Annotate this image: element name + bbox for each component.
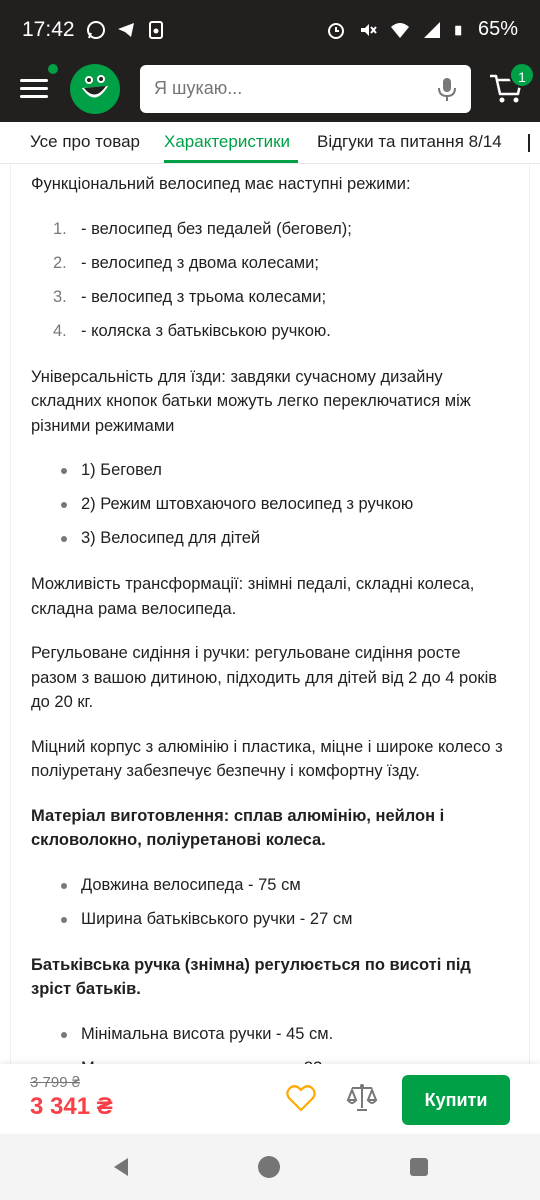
handle-paragraph: Батьківська ручка (знімна) регулюється по висоті під зріст батьків. (31, 955, 471, 998)
current-price: 3 341 ₴ (30, 1093, 113, 1120)
body-paragraph: Міцний корпус з алюмінію і пластика, міцне і широке колесо з поліуретану забезпечує безпечну і комфортну їзду. (31, 737, 503, 780)
list-item (31, 907, 511, 931)
system-nav-bar (0, 1134, 540, 1200)
list-text: - коляска з батьківською ручкою. (81, 321, 331, 340)
tab-reviews[interactable]: Відгуки та питання 8/14 (317, 132, 502, 151)
search-input[interactable] (154, 78, 424, 99)
list-text: 2) Режим штовхаючого велосипед з ручкою (81, 495, 414, 513)
list-item (31, 285, 511, 309)
tab-characteristics[interactable]: Характеристики (164, 132, 291, 151)
bullet-icon (61, 502, 67, 508)
back-icon[interactable] (110, 1156, 132, 1178)
compare-scales-icon[interactable] (346, 1082, 378, 1114)
bullet-icon (61, 883, 67, 889)
menu-bar (20, 79, 48, 82)
modes-list (31, 217, 511, 343)
tab-all-about[interactable]: Усе про товар (30, 132, 140, 151)
list-number: 4. (53, 321, 67, 340)
heart-icon[interactable] (286, 1084, 316, 1112)
buy-button[interactable]: Купити (402, 1075, 510, 1125)
list-text: 1) Беговел (81, 461, 162, 479)
cart-badge: 1 (509, 62, 535, 88)
signal-icon (422, 20, 442, 40)
list-text: Довжина велосипеда - 75 см (81, 875, 301, 894)
recent-apps-icon[interactable] (410, 1158, 428, 1176)
list-number: 2. (53, 253, 67, 272)
telegram-icon (116, 20, 136, 40)
list-text: Ширина батьківського ручки - 27 см (81, 909, 353, 928)
menu-notification-dot (46, 62, 60, 76)
list-item (31, 319, 511, 343)
buy-bar (0, 1064, 540, 1134)
universal-paragraph: Універсальність для їзди: завдяки сучасному дизайну складних кнопок батьки можуть легко переключатися між різними режимами (31, 367, 471, 435)
list-item (31, 458, 511, 482)
list-item (31, 526, 511, 550)
list-text: - велосипед з трьома колесами; (81, 287, 327, 306)
menu-bar (20, 95, 48, 98)
list-text: 3) Велосипед для дітей (81, 529, 261, 547)
transform-paragraph: Можливість трансформації: знімні педалі, складні колеса, складна рама велосипеда. (31, 575, 475, 618)
list-text: - велосипед з двома колесами; (81, 253, 319, 272)
list-number: 3. (53, 287, 67, 306)
dimensions-list (31, 873, 511, 931)
mic-icon[interactable] (435, 76, 459, 102)
menu-bar (20, 87, 48, 90)
bullet-icon (61, 1032, 67, 1038)
list-number: 1. (53, 219, 67, 238)
search-box[interactable] (140, 65, 471, 113)
bullet-icon (61, 536, 67, 542)
material-paragraph: Матеріал виготовлення: сплав алюмінію, нейлон і скловолокно, поліуретанові колеса. (31, 806, 445, 849)
product-tabs (0, 122, 540, 164)
bullet-icon (61, 468, 67, 474)
list-item (31, 251, 511, 275)
whatsapp-icon (86, 20, 106, 40)
phone-app-icon (146, 20, 166, 40)
list-item (31, 873, 511, 897)
menu-button[interactable] (20, 74, 50, 104)
seat-paragraph: Регульоване сидіння і ручки: регульоване сидіння росте разом з вашою дитиною, підходить для дітей від 2 до 4 років до 20 кг. (31, 644, 498, 711)
bullet-icon (61, 917, 67, 923)
next-tab-edge (528, 134, 530, 152)
battery-level: 65% (477, 18, 518, 40)
list-item (31, 1022, 511, 1046)
list-text: Мінімальна висота ручки - 45 см. (81, 1024, 334, 1043)
notification-icons (86, 20, 166, 40)
mute-icon (358, 20, 378, 40)
home-icon[interactable] (258, 1156, 280, 1178)
old-price: 3 799 ₴ (30, 1074, 81, 1091)
intro-paragraph: Функціональний велосипед має наступні режими: (31, 175, 411, 193)
regimes-list (31, 458, 511, 550)
status-bar (0, 0, 540, 62)
battery-icon (454, 20, 466, 40)
alarm-icon (326, 20, 346, 40)
app-header (0, 62, 540, 122)
characteristics-section (10, 164, 530, 1064)
list-item (31, 217, 511, 241)
list-item (31, 492, 511, 516)
list-text: - велосипед без педалей (беговел); (81, 219, 352, 238)
description-text (31, 172, 511, 1102)
logo-icon[interactable] (70, 64, 120, 114)
wifi-icon (390, 20, 410, 40)
active-tab-indicator (164, 160, 298, 163)
status-right (326, 18, 518, 41)
status-time: 17:42 (22, 18, 75, 41)
